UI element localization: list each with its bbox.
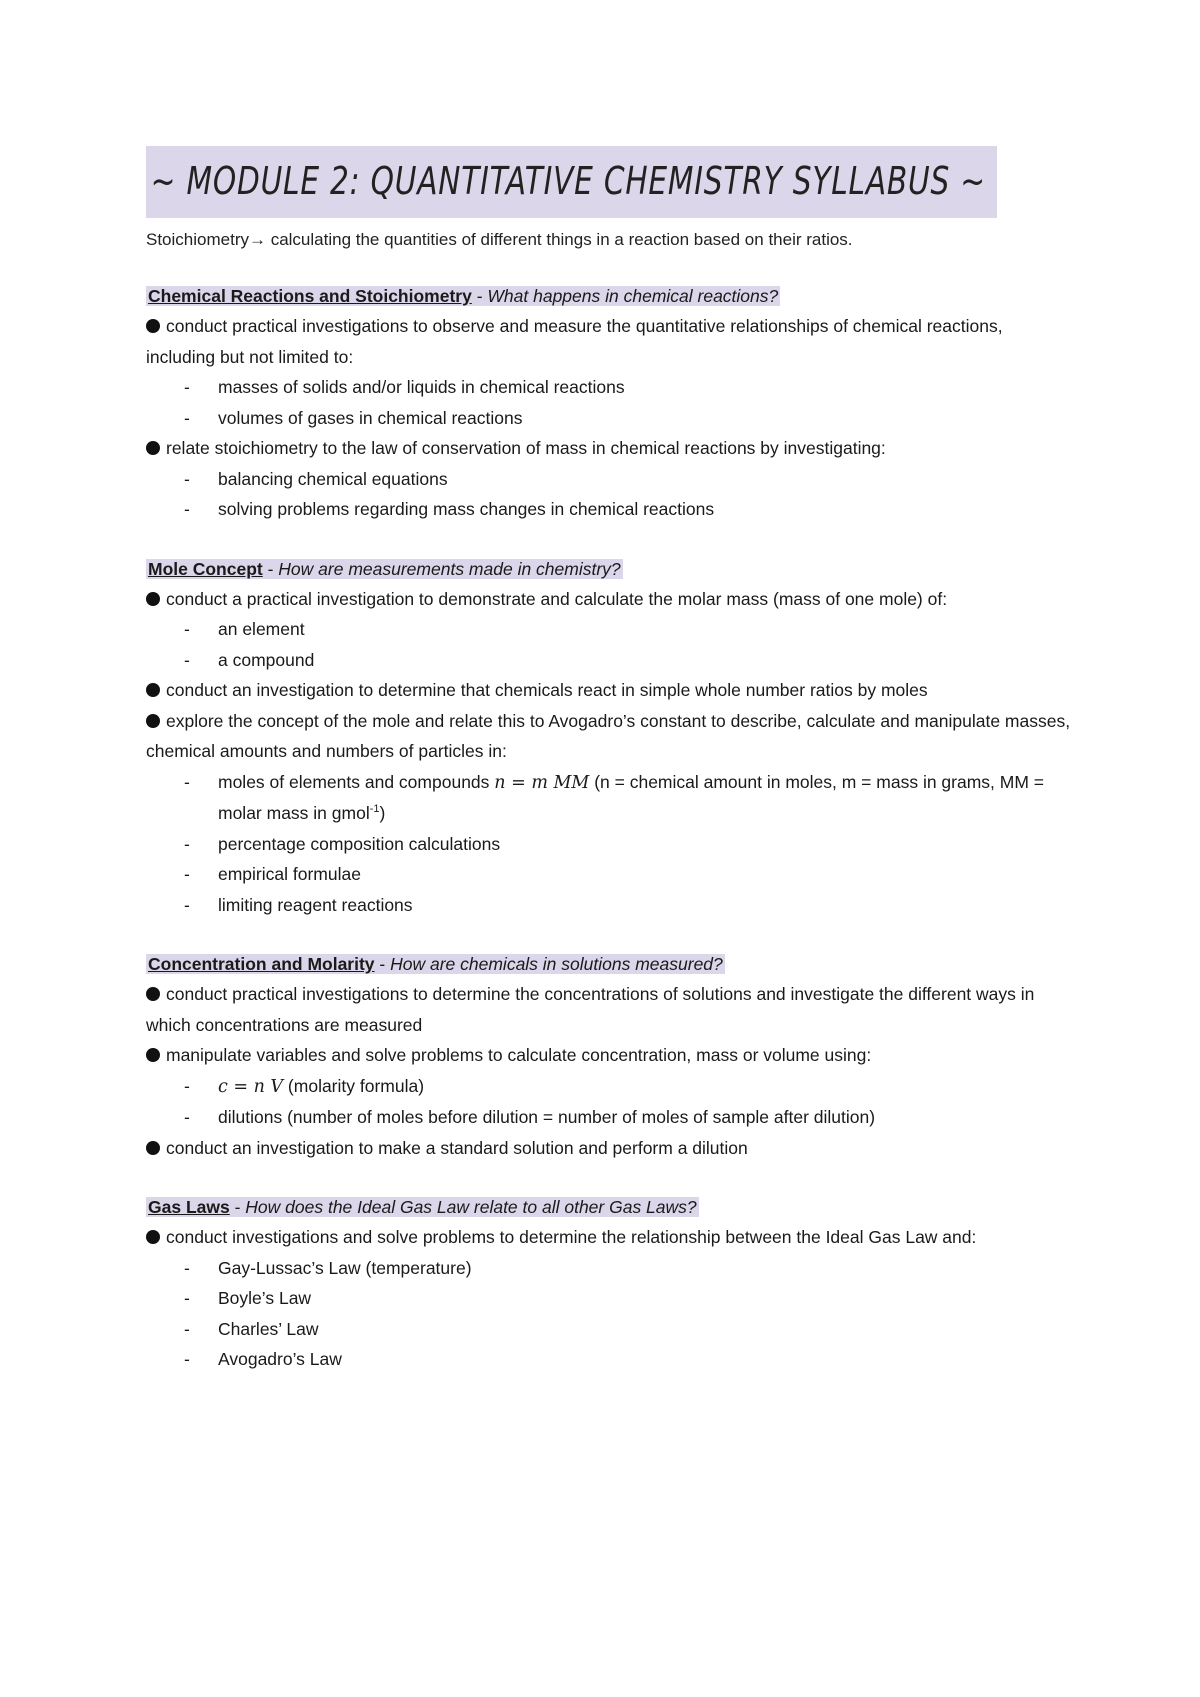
section-name: Mole Concept [148,558,263,579]
sub-item: - empirical formulae [184,864,361,884]
bullet-icon [146,592,160,606]
sub-item: - Gay-Lussac’s Law (temperature) [184,1257,472,1278]
page-title: ~ MODULE 2: QUANTITATIVE CHEMISTRY SYLLABUS ~ [146,146,997,218]
section-name: Concentration and Molarity [148,954,375,974]
bullet-item: relate stoichiometry to the law of conservation of mass in chemical reactions by investigating: [146,433,1076,464]
bullet-item: conduct an investigation to make a standard solution and perform a dilution [146,1133,1076,1164]
sub-item: - masses of solids and/or liquids in chemical reactions [184,377,625,397]
section-heading [146,555,1076,584]
bullet-item: conduct investigations and solve problems to determine the relationship between the Ideal Gas Law and: [146,1222,1076,1253]
sub-item: - Avogadro’s Law [184,1349,342,1369]
sub-item: - percentage composition calculations [184,833,501,854]
section-question: How does the Ideal Gas Law relate to all other Gas Laws? [245,1197,697,1217]
section-name: Chemical Reactions and Stoichiometry [148,286,472,306]
sub-item-moles-formula: - moles of elements and compounds n = m MM (n = chemical amount in moles, m = mass in grams, MM = molar mass in gmol$^{-1}$) [184,771,1045,823]
section-gas-laws [146,1193,1076,1375]
section-question: How are chemicals in solutions measured? [390,954,723,974]
section-question: What happens in chemical reactions? [487,286,779,306]
moles-formula: n = m MM [494,772,590,793]
bullet-icon [146,714,160,728]
bullet-item: manipulate variables and solve problems to calculate concentration, mass or volume using: [146,1040,1076,1071]
bullet-item: explore the concept of the mole and relate this to Avogadro’s constant to describe, calculate and manipulate masses, chemical amounts and numbers of particles in: [146,710,1071,761]
heading-highlight: Concentration and Molarity - How are chemicals in solutions measured? [148,954,723,974]
section-mole-concept [146,555,1076,921]
heading-highlight: Gas Laws - How does the Ideal Gas Law relate to all other Gas Laws? [148,1197,697,1217]
sub-item: - limiting reagent reactions [184,894,413,915]
sub-item: - dilutions (number of moles before dilution = number of moles of sample after dilution) [184,1107,876,1127]
section-chemical-reactions [146,282,1076,525]
sub-item: - an element [184,619,305,639]
bullet-icon [146,1230,160,1244]
bullet-item: conduct a practical investigation to demonstrate and calculate the molar mass (mass of one mole) of: [146,584,1076,615]
bullet-icon [146,683,160,697]
intro-text: Stoichiometry→ calculating the quantities of different things in a reaction based on their ratios. [146,230,853,249]
bullet-icon [146,1141,160,1155]
sub-item: - Boyle’s Law [184,1288,312,1308]
section-heading [146,282,1076,311]
sub-item: - solving problems regarding mass changes in chemical reactions [184,499,715,519]
section-heading [146,1193,1076,1222]
bullet-icon [146,441,160,455]
sub-item: - balancing chemical equations [184,468,448,489]
document-page [146,146,1076,1375]
section-question: How are measurements made in chemistry? [278,558,621,579]
sub-item: - Charles’ Law [184,1318,319,1339]
bullet-item: conduct practical investigations to observe and measure the quantitative relationships of chemical reactions, including but not limited to: [146,316,1003,367]
heading-highlight: Mole Concept - How are measurements made in chemistry? [148,558,621,579]
section-concentration-molarity [146,950,1076,1163]
molarity-formula: c = n V [218,1076,284,1097]
bullet-icon [146,1048,160,1062]
bullet-item: conduct an investigation to determine that chemicals react in simple whole number ratios by moles [146,675,1076,706]
heading-highlight: Chemical Reactions and Stoichiometry - What happens in chemical reactions? [148,286,779,306]
sub-item: - a compound [184,649,315,670]
bullet-icon [146,319,160,333]
section-name: Gas Laws [148,1197,230,1217]
section-heading [146,950,1076,979]
bullet-item: conduct practical investigations to determine the concentrations of solutions and investigate the different ways in which concentrations are measured [146,984,1035,1035]
sub-item-molarity-formula: - c = n V (molarity formula) [184,1075,425,1097]
bullet-icon [146,987,160,1001]
sub-item: - volumes of gases in chemical reactions [184,407,523,428]
